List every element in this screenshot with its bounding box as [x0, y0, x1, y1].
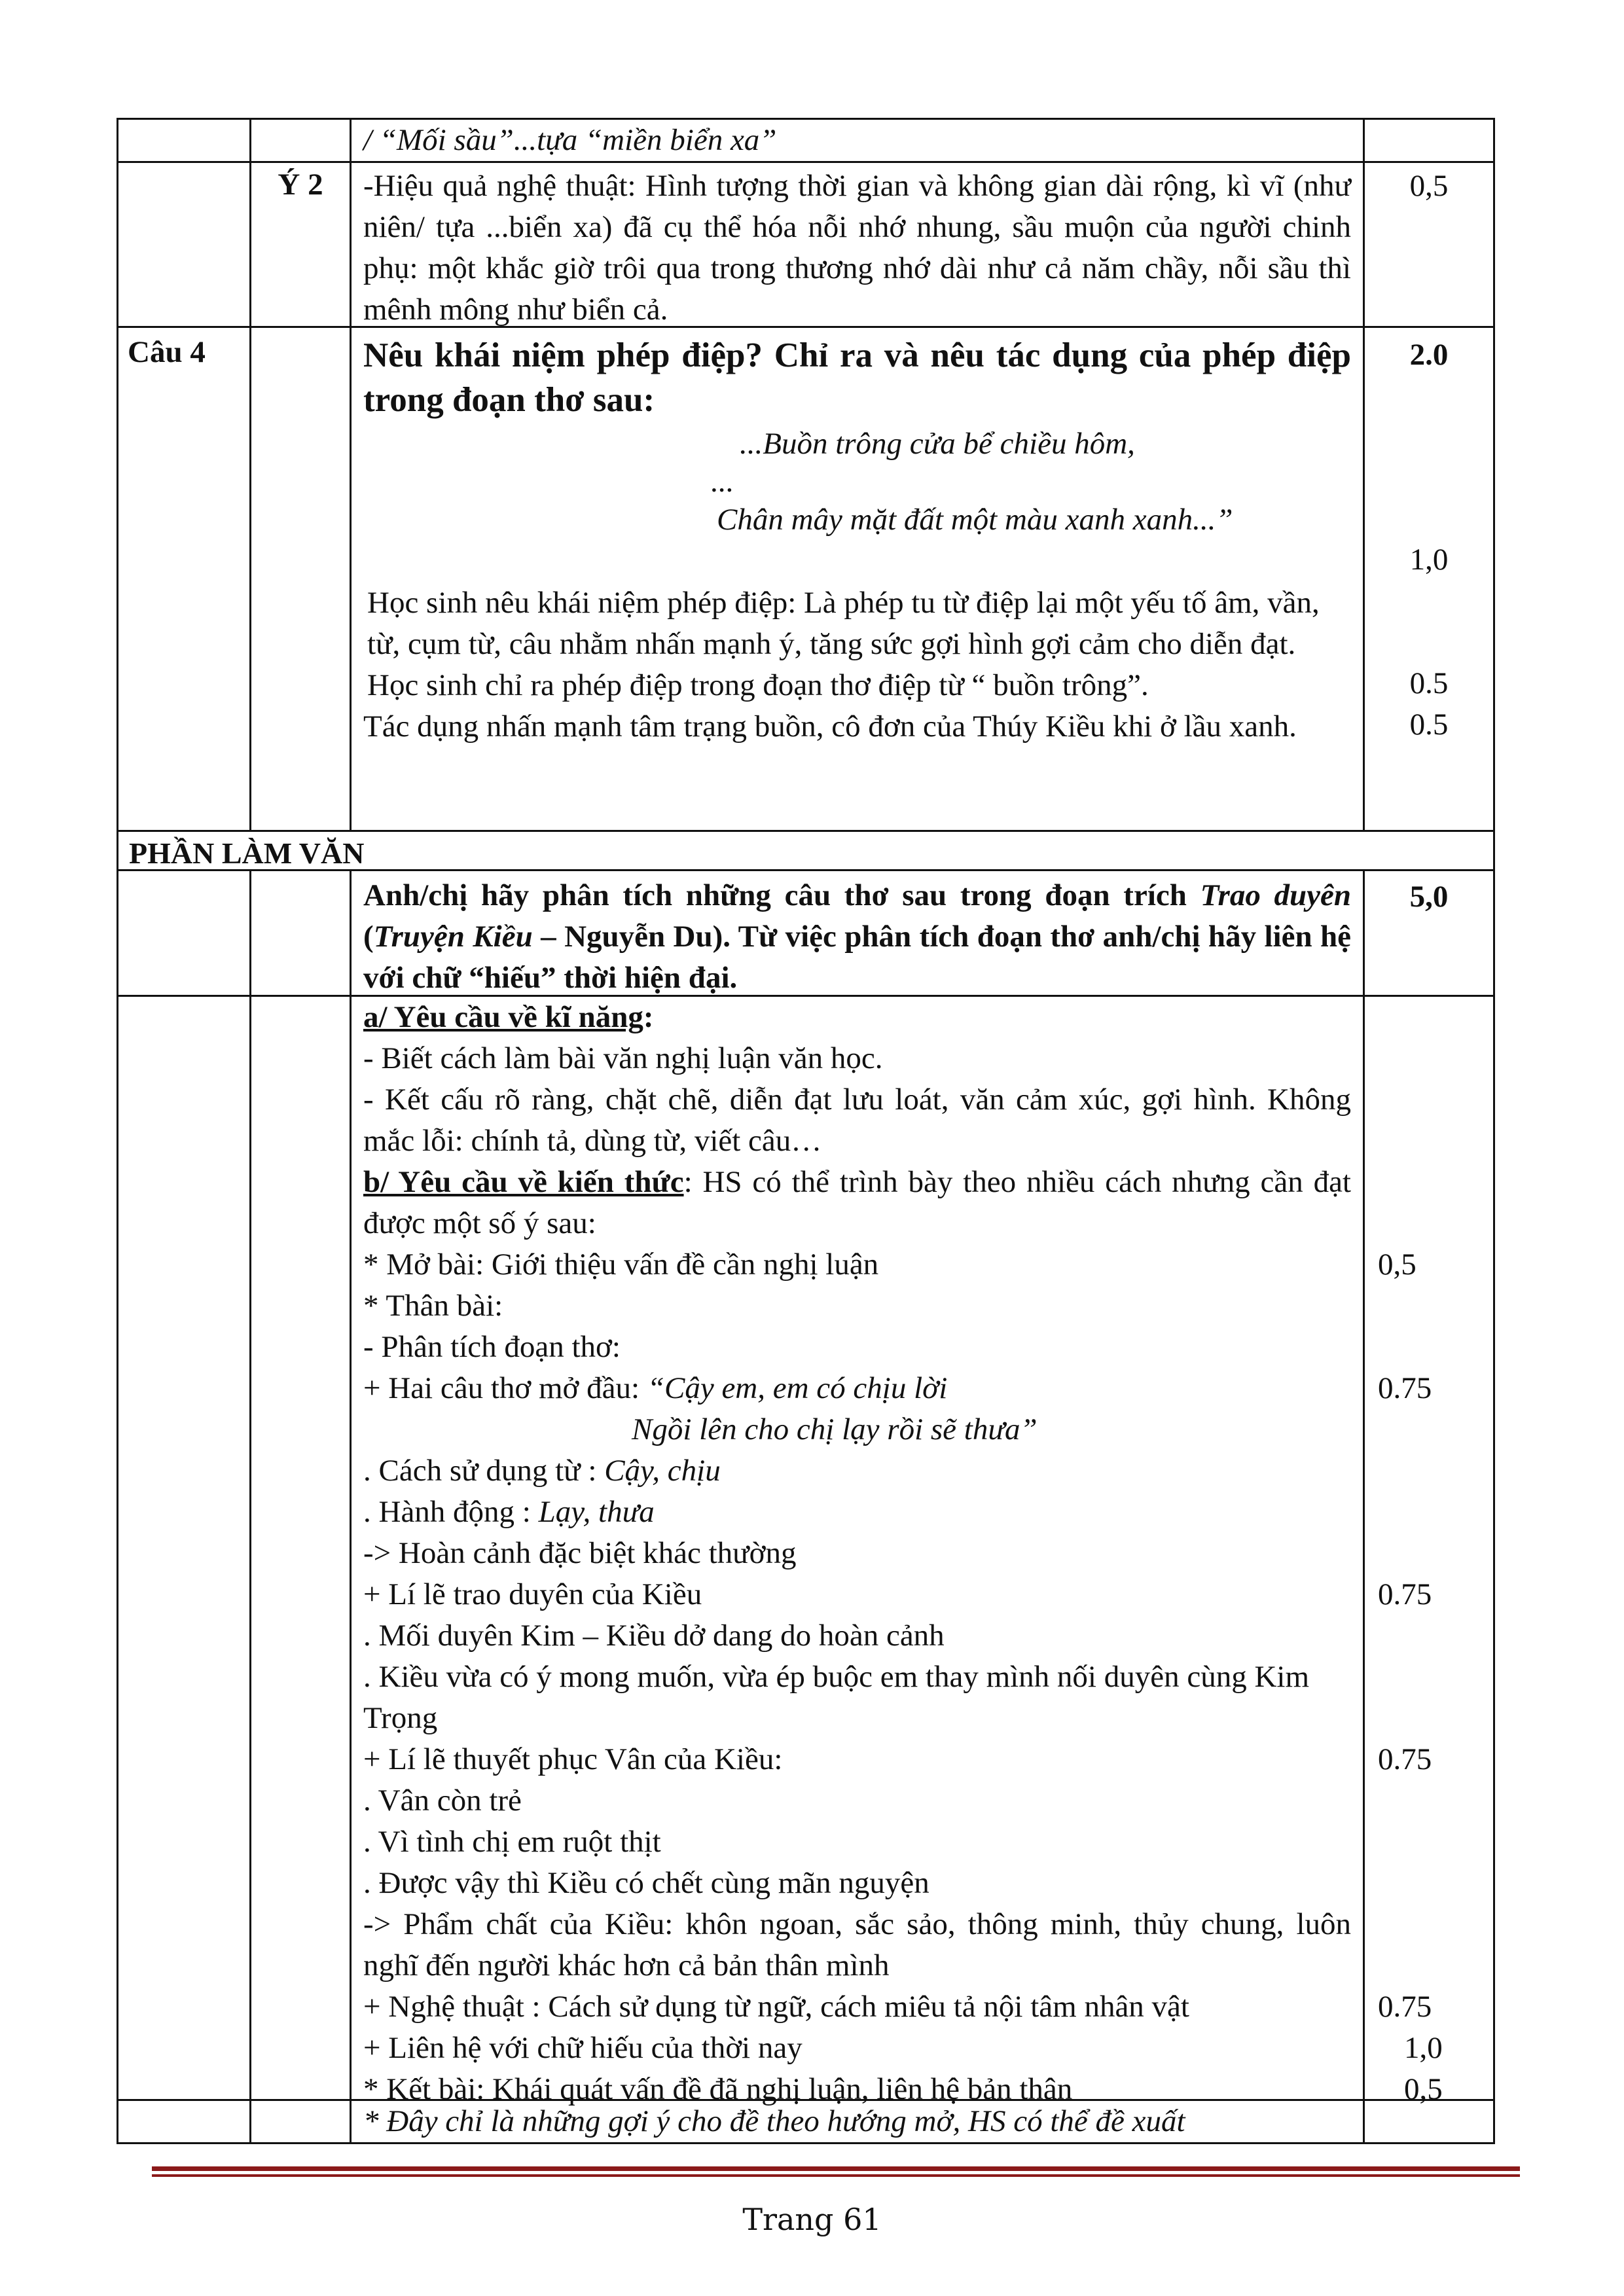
cell-content — [352, 997, 1365, 2106]
score-total: 2.0 — [1409, 338, 1449, 372]
score-value: 0.75 — [1378, 1577, 1432, 1611]
guide-line — [363, 1492, 1351, 1533]
question-text: Nêu khái niệm phép điệp? Chỉ ra và nêu tác dụng của phép điệp trong đoạn thơ sau: — [363, 336, 1351, 419]
poem-line: ...Buồn trông cửa bể chiều hôm, — [740, 427, 1135, 461]
item-label: Ý 2 — [278, 168, 323, 202]
cell-item — [251, 871, 352, 995]
guide-line — [363, 997, 1351, 1038]
cell-question — [118, 871, 251, 995]
guide-line — [363, 1450, 1351, 1492]
guide-line: + Nghệ thuật : Cách sử dụng từ ngữ, cách miêu tả nội tâm nhân vật — [363, 1990, 1189, 2024]
guide-line: . Được vậy thì Kiều có chết cùng mãn nguyện — [363, 1866, 929, 1900]
cell-score — [1365, 871, 1493, 995]
score-value: 5,0 — [1409, 880, 1449, 914]
guide-line: + Lí lẽ trao duyên của Kiều — [363, 1577, 702, 1611]
cell-question — [118, 2101, 251, 2142]
knowledge-heading: b/ Yêu cầu về kiến thức — [363, 1165, 684, 1199]
guide-line — [363, 1368, 1351, 1409]
cell-content — [352, 2101, 1365, 2142]
footer-rule — [152, 2166, 1520, 2171]
guide-text: . Cách sử dụng từ : — [363, 1454, 605, 1488]
score-value: 0,5 — [1404, 2072, 1443, 2106]
cell-content — [352, 163, 1365, 326]
paren: ( — [363, 920, 374, 954]
cell-item — [251, 120, 352, 161]
cell-score — [1365, 997, 1493, 2106]
score-value: 0.75 — [1378, 1990, 1432, 2024]
footer-rule — [152, 2174, 1520, 2177]
cell-question — [118, 997, 251, 2099]
section-header: PHẦN LÀM VĂN — [129, 836, 365, 870]
cell-content — [352, 328, 1365, 830]
guide-line: -> Hoàn cảnh đặc biệt khác thường — [363, 1536, 797, 1570]
guide-line: + Lí lẽ thuyết phục Vân của Kiều: — [363, 1742, 783, 1776]
score-value: 0.5 — [1409, 708, 1449, 742]
table-row — [118, 2101, 1493, 2142]
score-value: 0,5 — [1378, 1247, 1416, 1282]
question-text: Anh/chị hãy phân tích những câu thơ sau trong đoạn trích — [363, 878, 1187, 912]
table-row — [118, 997, 1493, 2106]
work-source: Truyện Kiều — [373, 920, 533, 954]
cell-question — [118, 120, 251, 161]
page-number: Trang 61 — [742, 2202, 882, 2237]
cell-score — [1365, 2101, 1493, 2142]
answer-line: Học sinh chỉ ra phép điệp trong đoạn thơ điệp từ “ buồn trông”. — [367, 668, 1149, 702]
guide-text: . Hành động : — [363, 1495, 539, 1529]
poem-ellipsis: ... — [710, 465, 734, 499]
guide-line: * Thân bài: — [363, 1289, 503, 1323]
cell-score — [1365, 163, 1493, 326]
guide-line: . Vì tình chị em ruột thịt — [363, 1825, 661, 1859]
work-title: Trao duyên — [1200, 878, 1352, 912]
content-text: / “Mối sầu”...tựa “miền biển xa” — [363, 123, 777, 157]
guide-text: + Hai câu thơ mở đầu: — [363, 1371, 647, 1405]
cell-score — [1365, 120, 1493, 161]
score-value: 1,0 — [1404, 2031, 1443, 2065]
score-value: 1,0 — [1409, 543, 1449, 577]
guide-line: - Kết cấu rõ ràng, chặt chẽ, diễn đạt lưu loát, văn cảm xúc, gợi hình. Không mắc lỗi: chính tả, dùng từ, viết câu… — [363, 1083, 1351, 1158]
guide-line: . Mối duyên Kim – Kiều dở dang do hoàn cảnh — [363, 1619, 945, 1653]
cell-content — [352, 120, 1365, 161]
cell-score — [1365, 328, 1493, 830]
guide-line: * Kết bài: Khái quát vấn đề đã nghị luận, liên hệ bản thân — [363, 2072, 1073, 2106]
table-row — [118, 871, 1493, 997]
keyword: Cậy, chịu — [604, 1454, 721, 1488]
grading-table — [117, 118, 1495, 2144]
cell-question — [118, 163, 251, 326]
table-row — [118, 328, 1493, 832]
skill-heading: a/ Yêu cầu về kĩ năng — [363, 1000, 643, 1034]
guide-line: - Phân tích đoạn thơ: — [363, 1330, 621, 1364]
score-value: 0.75 — [1378, 1742, 1432, 1776]
score-value: 0.5 — [1409, 666, 1449, 700]
guide-line: . Kiều vừa có ý mong muốn, vừa ép buộc em thay mình nối duyên cùng Kim Trọng — [363, 1660, 1310, 1735]
guide-line: * Mở bài: Giới thiệu vấn đề cần nghị luận — [363, 1247, 879, 1282]
poem-line: Chân mây mặt đất một màu xanh xanh...” — [717, 503, 1233, 537]
cell-item — [251, 997, 352, 2099]
poem-quote: “Cậy em, em có chịu lời — [647, 1371, 948, 1405]
question-text: – Nguyễn Du). Từ việc phân tích đoạn thơ anh/chị hãy liên hệ với chữ “hiếu” thời hiện đại. — [363, 920, 1352, 995]
question-label: Câu 4 — [128, 335, 206, 369]
colon: : — [643, 1000, 654, 1034]
guide-line — [363, 1162, 1351, 1244]
table-row — [118, 832, 1493, 871]
table-row — [118, 120, 1493, 163]
cell-content — [352, 871, 1365, 995]
cell-item — [251, 2101, 352, 2142]
table-row — [118, 163, 1493, 328]
score-value: 0,5 — [1409, 169, 1449, 203]
content-text: -Hiệu quả nghệ thuật: Hình tượng thời gian và không gian dài rộng, kì vĩ (như niên/ tựa ...biển xa) đã cụ thể hóa nỗi nhớ nhung, sầu muộn của người chinh phụ: một khắc giờ trôi qua trong thương nhớ dài như cả năm chầy, nỗi sầu thì mênh mông như biển cả. — [363, 169, 1351, 327]
poem-quote: Ngồi lên cho chị lạy rồi sẽ thưa” — [632, 1412, 1038, 1446]
score-value: 0.75 — [1378, 1371, 1432, 1405]
guide-line: -> Phẩm chất của Kiều: khôn ngoan, sắc sảo, thông minh, thủy chung, luôn nghĩ đến người khác hơn cả bản thân mình — [363, 1907, 1351, 1982]
cell-item — [251, 163, 352, 326]
guide-line: + Liên hệ với chữ hiếu của thời nay — [363, 2031, 803, 2065]
guide-line: . Vân còn trẻ — [363, 1784, 522, 1818]
answer-line: Học sinh nêu khái niệm phép điệp: Là phép tu từ điệp lại một yếu tố âm, vần, từ, cụm từ, câu nhằm nhấn mạnh ý, tăng sức gợi hình gợi cảm cho diễn đạt. — [367, 586, 1320, 661]
guide-text: : HS có thể trình bày theo nhiều cách nhưng cần đạt được một số ý sau: — [363, 1165, 1351, 1240]
cell-item — [251, 328, 352, 830]
note-text: * Đây chỉ là những gợi ý cho đề theo hướng mở, HS có thể đề xuất — [363, 2104, 1185, 2138]
cell-question — [118, 328, 251, 830]
keyword: Lạy, thưa — [538, 1495, 655, 1529]
answer-line: Tác dụng nhấn mạnh tâm trạng buồn, cô đơn của Thúy Kiều khi ở lầu xanh. — [363, 709, 1297, 744]
guide-line: - Biết cách làm bài văn nghị luận văn học. — [363, 1041, 883, 1075]
